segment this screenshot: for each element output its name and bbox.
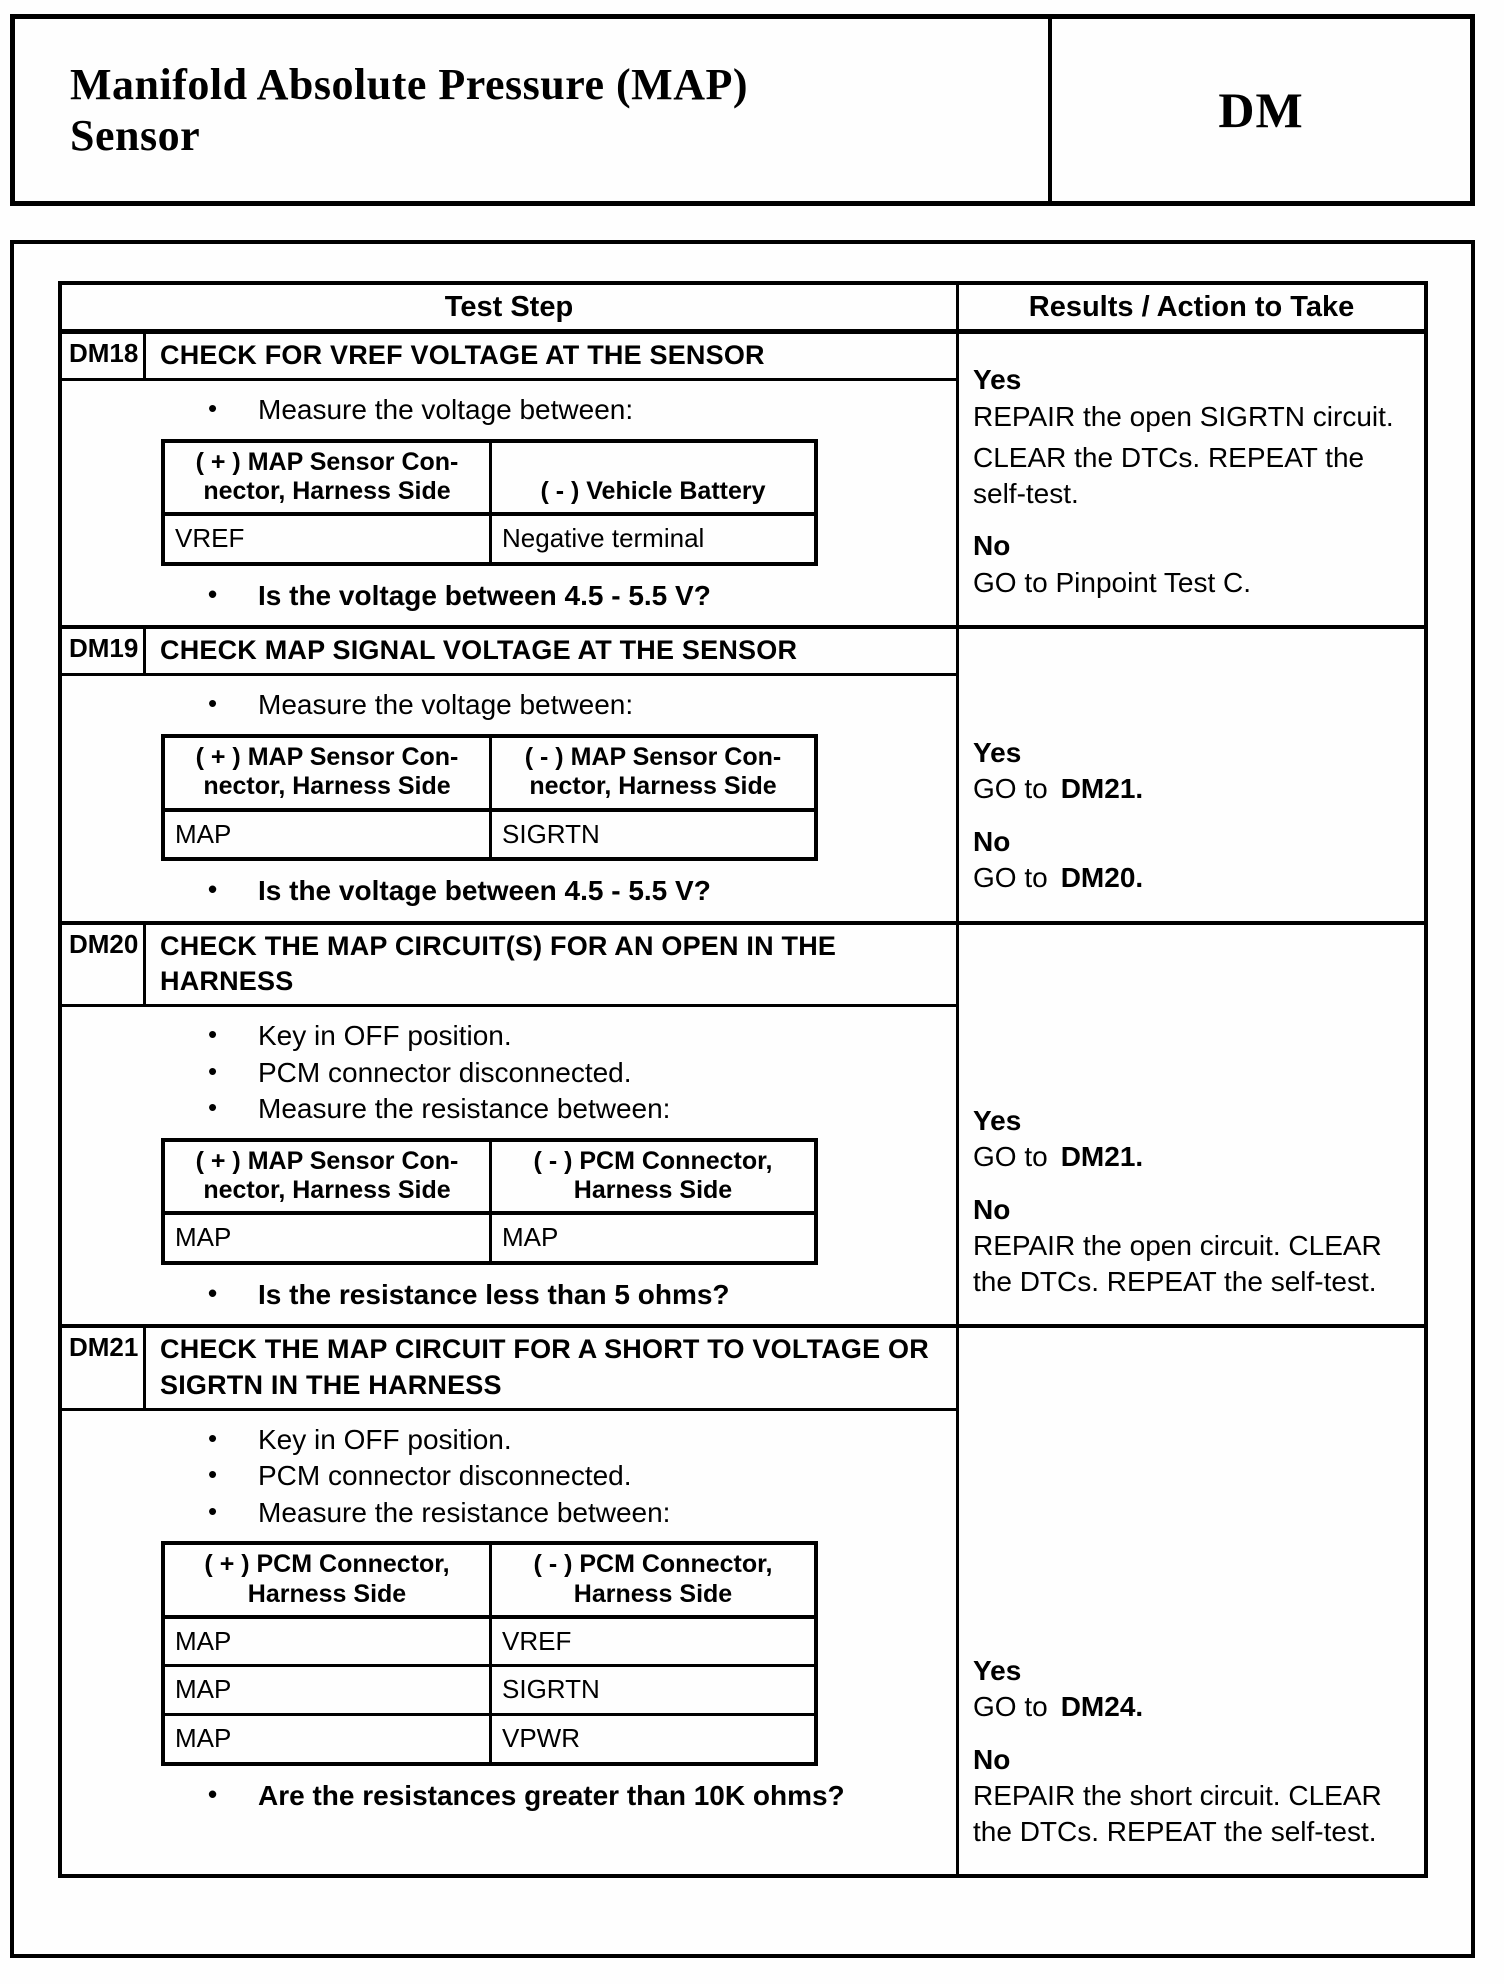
result-action: [973, 1228, 1416, 1299]
measurement-cell: VREF: [502, 1625, 572, 1656]
measurement-table-header: [165, 1545, 814, 1619]
step-title: CHECK MAP SIGNAL VOLTAGE AT THE SENSOR: [160, 635, 798, 666]
measurement-col-header-line: ( + ) PCM Connector,: [204, 1550, 450, 1579]
measurement-cell: VPWR: [502, 1723, 580, 1754]
result-action: [973, 399, 1416, 435]
result-action-text: GO to: [973, 1691, 1048, 1723]
measurement-row: [165, 1664, 814, 1713]
bullet-icon: •: [208, 1277, 218, 1308]
measurement-cell: MAP: [165, 1215, 492, 1261]
bullet-text: Key in OFF position.: [258, 1423, 512, 1455]
step-title: CHECK THE MAP CIRCUIT FOR A SHORT TO VOLTAGE OR SIGRTN IN THE HARNESS: [160, 1334, 929, 1400]
result-action: [973, 440, 1416, 511]
result-action-text: REPAIR the short circuit. CLEAR the DTCs. REPEAT the self-test.: [973, 1780, 1382, 1847]
page-title-line-1: Manifold Absolute Pressure (MAP): [70, 59, 748, 109]
result-verdict: Yes: [973, 1104, 1022, 1136]
test-step-row: [62, 625, 1424, 920]
result-target-step: DM20.: [1060, 862, 1144, 894]
bullet-icon: •: [208, 1055, 218, 1086]
table-header-row: [62, 285, 1424, 334]
step-results: [959, 925, 1424, 1325]
measurement-row: [165, 812, 814, 858]
result-action-text: CLEAR the DTCs. REPEAT the self-test.: [973, 442, 1365, 509]
measurement-col-header-line: nector, Harness Side: [203, 1175, 451, 1204]
step-code: DM18: [62, 334, 146, 378]
measurement-col-header-line: ( + ) MAP Sensor Con-: [195, 743, 459, 772]
bullet-icon: •: [208, 1422, 218, 1453]
measurement-table: [161, 439, 818, 566]
result-verdict: No: [973, 1193, 1011, 1225]
measurement-col-header: [492, 1545, 814, 1615]
step-code: DM21: [62, 1328, 146, 1407]
pinpoint-test-table: [58, 281, 1428, 1878]
measurement-row: [165, 1215, 814, 1261]
bullet-icon: •: [208, 1778, 218, 1809]
results-column-header: Results / Action to Take: [1028, 290, 1355, 323]
measurement-col-header-line: ( - ) Vehicle Battery: [540, 476, 766, 505]
test-step-row: [62, 921, 1424, 1325]
step-body: [62, 676, 956, 920]
measurement-col-header-line: Harness Side: [573, 1579, 733, 1608]
measurement-col-header-line: nector, Harness Side: [203, 772, 451, 801]
step-results: [959, 1328, 1424, 1874]
result-verdict: No: [973, 530, 1011, 562]
measurement-col-header-line: Harness Side: [247, 1579, 407, 1608]
measurement-row: [165, 1713, 814, 1762]
step-results: [959, 629, 1424, 920]
result-action: [973, 771, 1416, 807]
question-item: [208, 1779, 936, 1813]
result-verdict: Yes: [973, 736, 1022, 768]
bullet-item: [208, 393, 936, 427]
result-target-step: DM21.: [1060, 1141, 1144, 1173]
question-item: [208, 874, 936, 908]
bullet-text: PCM connector disconnected.: [258, 1056, 632, 1088]
step-body: [62, 381, 956, 625]
result-verdict: Yes: [973, 1654, 1022, 1686]
section-code-cell: [1048, 19, 1470, 201]
measurement-cell: Negative terminal: [502, 523, 705, 554]
measurement-table-header: [165, 1142, 814, 1216]
measurement-col-header: [492, 443, 814, 513]
test-step-row: [62, 1324, 1424, 1874]
result-action: [973, 860, 1416, 896]
result-verdict: No: [973, 1743, 1011, 1775]
measurement-col-header-line: ( - ) PCM Connector,: [533, 1550, 773, 1579]
bullet-item: [208, 688, 936, 722]
result-verdict: Yes: [973, 364, 1022, 396]
question-text: Are the resistances greater than 10K ohms?: [258, 1779, 845, 1811]
measurement-cell: MAP: [165, 1667, 492, 1713]
measurement-col-header-line: ( - ) PCM Connector,: [533, 1146, 773, 1175]
question-text: Is the resistance less than 5 ohms?: [258, 1278, 730, 1310]
bullet-icon: •: [208, 578, 218, 609]
step-left-cell: [62, 1328, 959, 1874]
measurement-row: [165, 1619, 814, 1665]
result-action-text: REPAIR the open SIGRTN circuit.: [973, 400, 1394, 432]
result-target-step: DM24.: [1060, 1691, 1144, 1723]
step-code: DM19: [62, 629, 146, 673]
measurement-cell: MAP: [502, 1222, 559, 1253]
measurement-table: [161, 734, 818, 861]
measurement-col-header-line: nector, Harness Side: [529, 772, 777, 801]
step-header: [62, 925, 956, 1007]
bullet-icon: •: [208, 1459, 218, 1490]
result-verdict: No: [973, 825, 1011, 857]
bullet-item: [208, 1092, 936, 1126]
result-action: [973, 1778, 1416, 1849]
bullet-item: [208, 1056, 936, 1090]
step-title: CHECK THE MAP CIRCUIT(S) FOR AN OPEN IN THE HARNESS: [160, 930, 837, 996]
measurement-col-header: [492, 1142, 814, 1212]
pinpoint-test-frame: [10, 240, 1475, 1958]
step-header: [62, 629, 956, 676]
measurement-col-header-line: Harness Side: [573, 1175, 733, 1204]
table-body: [62, 334, 1424, 1874]
bullet-item: [208, 1459, 936, 1493]
measurement-cell: SIGRTN: [502, 1674, 600, 1705]
measurement-table-header: [165, 738, 814, 812]
result-action-text: GO to Pinpoint Test C.: [973, 566, 1252, 598]
bullet-icon: •: [208, 1018, 218, 1049]
step-header: [62, 1328, 956, 1410]
section-code: DM: [1218, 82, 1304, 138]
measurement-table-header: [165, 443, 814, 517]
measurement-table: [161, 1138, 818, 1265]
question-text: Is the voltage between 4.5 - 5.5 V?: [258, 875, 711, 907]
measurement-cell: VREF: [165, 516, 492, 562]
measurement-col-header: [165, 738, 492, 808]
step-left-cell: [62, 334, 959, 625]
step-code: DM20: [62, 925, 146, 1004]
step-body: [62, 1007, 956, 1324]
measurement-cell: SIGRTN: [502, 818, 600, 849]
result-action-text: GO to: [973, 1141, 1048, 1173]
bullet-text: Measure the voltage between:: [258, 689, 634, 721]
result-action-text: REPAIR the open circuit. CLEAR the DTCs. REPEAT the self-test.: [973, 1230, 1382, 1297]
bullet-text: Measure the resistance between:: [258, 1093, 671, 1125]
measurement-cell: MAP: [165, 812, 492, 858]
result-action: [973, 565, 1416, 601]
bullet-text: PCM connector disconnected.: [258, 1460, 632, 1492]
bullet-text: Measure the resistance between:: [258, 1496, 671, 1528]
bullet-icon: •: [208, 1495, 218, 1526]
step-body: [62, 1411, 956, 1875]
measurement-col-header-line: ( - ) MAP Sensor Con-: [524, 743, 782, 772]
step-title: CHECK FOR VREF VOLTAGE AT THE SENSOR: [160, 340, 765, 370]
bullet-icon: •: [208, 874, 218, 905]
question-text: Is the voltage between 4.5 - 5.5 V?: [258, 579, 711, 611]
measurement-row: [165, 516, 814, 562]
bullet-icon: •: [208, 393, 218, 424]
question-item: [208, 1278, 936, 1312]
bullet-text: Key in OFF position.: [258, 1019, 512, 1051]
result-action-text: GO to: [973, 773, 1048, 805]
bullet-text: Measure the voltage between:: [258, 394, 634, 426]
header-box: [10, 14, 1475, 206]
measurement-col-header: [492, 738, 814, 808]
measurement-col-header-line: ( + ) MAP Sensor Con-: [195, 447, 459, 476]
bullet-item: [208, 1496, 936, 1530]
measurement-table: [161, 1541, 818, 1765]
step-header: [62, 334, 956, 381]
bullet-item: [208, 1423, 936, 1457]
result-target-step: DM21.: [1060, 773, 1144, 805]
measurement-col-header-line: ( + ) MAP Sensor Con-: [195, 1146, 459, 1175]
result-action-text: GO to: [973, 862, 1048, 894]
measurement-col-header: [165, 443, 492, 513]
measurement-col-header: [165, 1545, 492, 1615]
test-step-column-header: Test Step: [62, 285, 959, 329]
measurement-col-header: [165, 1142, 492, 1212]
page-title: [15, 19, 1048, 201]
bullet-icon: •: [208, 1092, 218, 1123]
step-left-cell: [62, 629, 959, 920]
step-results: [959, 334, 1424, 625]
result-action: [973, 1139, 1416, 1175]
step-left-cell: [62, 925, 959, 1325]
page-title-line-2: Sensor: [70, 111, 201, 160]
measurement-cell: MAP: [165, 1619, 492, 1665]
test-step-row: [62, 334, 1424, 625]
measurement-cell: MAP: [165, 1716, 492, 1762]
measurement-col-header-line: nector, Harness Side: [203, 476, 451, 505]
question-item: [208, 579, 936, 613]
bullet-icon: •: [208, 688, 218, 719]
bullet-item: [208, 1019, 936, 1053]
result-action: [973, 1689, 1416, 1725]
